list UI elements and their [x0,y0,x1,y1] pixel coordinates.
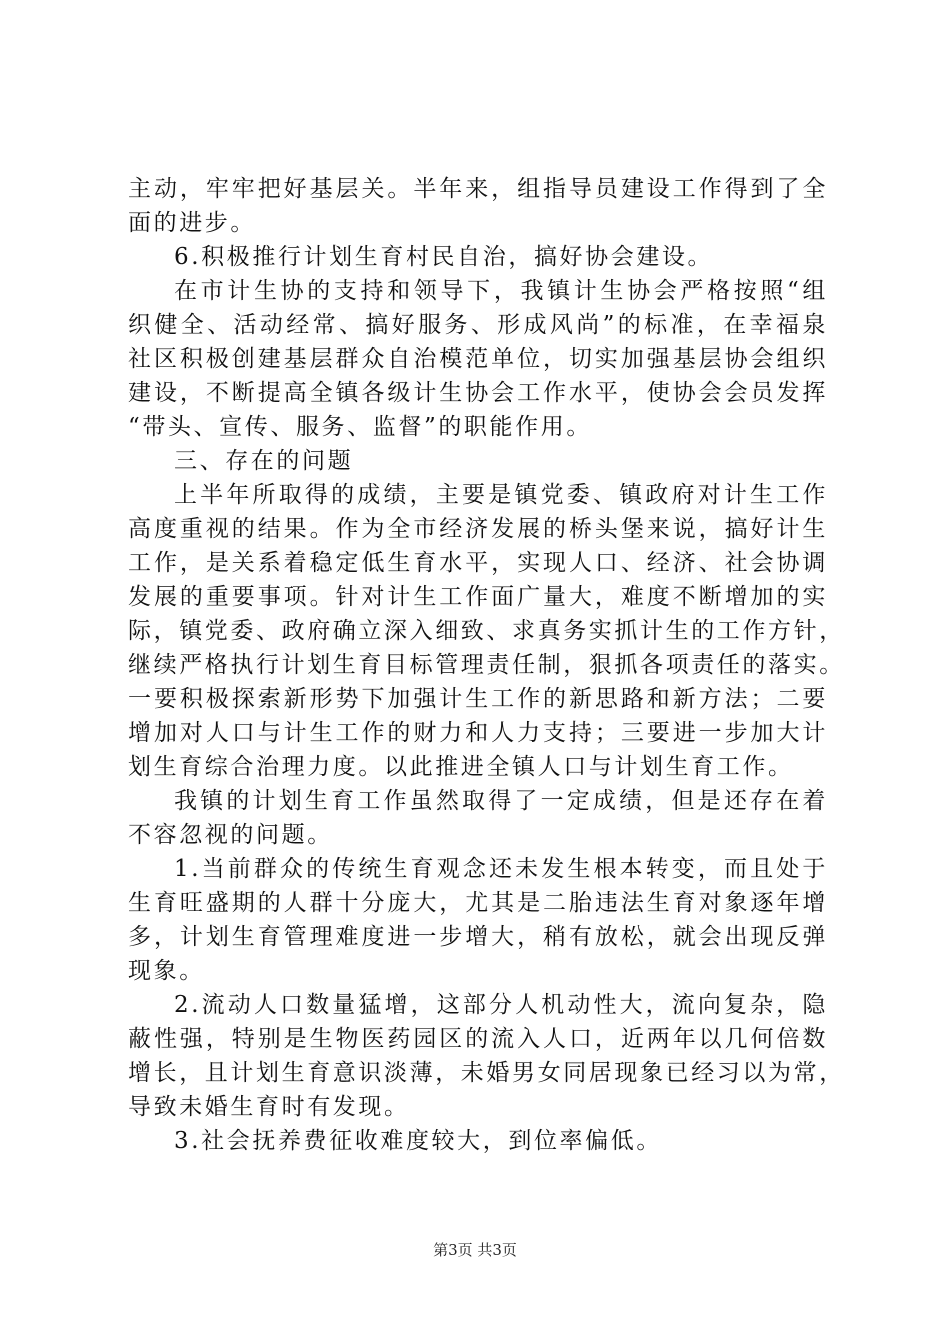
paragraph-line: 上半年所取得的成绩，主要是镇党委、镇政府对计生工作 [174,482,828,508]
paragraph-line: 面的进步。 [128,210,256,236]
paragraph-line: 主动，牢牢把好基层关。半年来，组指导员建设工作得到了全 [128,176,828,202]
paragraph-line: 继续严格执行计划生育目标管理责任制，狠抓各项责任的落实。 [128,652,845,678]
paragraph-line: 导致未婚生育时有发现。 [128,1094,410,1120]
paragraph-line: 3.社会抚养费征收难度较大，到位率偏低。 [174,1128,662,1154]
paragraph-line: 发展的重要事项。针对计生工作面广量大，难度不断增加的实 [128,584,828,610]
paragraph-line: 在市计生协的支持和领导下，我镇计生协会严格按照“组 [174,278,828,304]
paragraph-line: 建设，不断提高全镇各级计生协会工作水平，使协会会员发挥 [128,380,828,406]
section-heading: 6.积极推行计划生育村民自治，搞好协会建设。 [174,244,714,270]
document-body [128,172,845,1158]
paragraph-line: 社区积极创建基层群众自治模范单位，切实加强基层协会组织 [128,346,828,372]
paragraph-line: “带头、宣传、服务、监督”的职能作用。 [128,414,592,440]
paragraph-line: 增加对人口与计生工作的财力和人力支持；三要进一步加大计 [128,720,828,746]
paragraph-line: 生育旺盛期的人群十分庞大，尤其是二胎违法生育对象逐年增 [128,890,828,916]
paragraph-line: 我镇的计划生育工作虽然取得了一定成绩，但是还存在着 [174,788,828,814]
section-heading: 三、存在的问题 [174,448,354,474]
paragraph-line: 高度重视的结果。作为全市经济发展的桥头堡来说，搞好计生 [128,516,828,542]
page-number-footer: 第3页 共3页 [433,1241,517,1259]
paragraph-line: 1.当前群众的传统生育观念还未发生根本转变，而且处于 [174,856,828,882]
paragraph-line: 际，镇党委、政府确立深入细致、求真务实抓计生的工作方针， [128,618,845,644]
paragraph-line: 多，计划生育管理难度进一步增大，稍有放松，就会出现反弹 [128,924,828,950]
paragraph-line: 不容忽视的问题。 [128,822,333,848]
paragraph-line: 增长，且计划生育意识淡薄，未婚男女同居现象已经习以为常， [128,1060,845,1086]
paragraph-line: 织健全、活动经常、搞好服务、形成风尚”的标准，在幸福泉 [128,312,828,338]
paragraph-line: 工作，是关系着稳定低生育水平，实现人口、经济、社会协调 [128,550,828,576]
paragraph-line: 一要积极探索新形势下加强计生工作的新思路和新方法；二要 [128,686,828,712]
paragraph-line: 蔽性强，特别是生物医药园区的流入人口，近两年以几何倍数 [128,1026,828,1052]
paragraph-line: 划生育综合治理力度。以此推进全镇人口与计划生育工作。 [128,754,794,780]
paragraph-line: 2.流动人口数量猛增，这部分人机动性大，流向复杂，隐 [174,992,828,1018]
paragraph-line: 现象。 [128,958,205,984]
